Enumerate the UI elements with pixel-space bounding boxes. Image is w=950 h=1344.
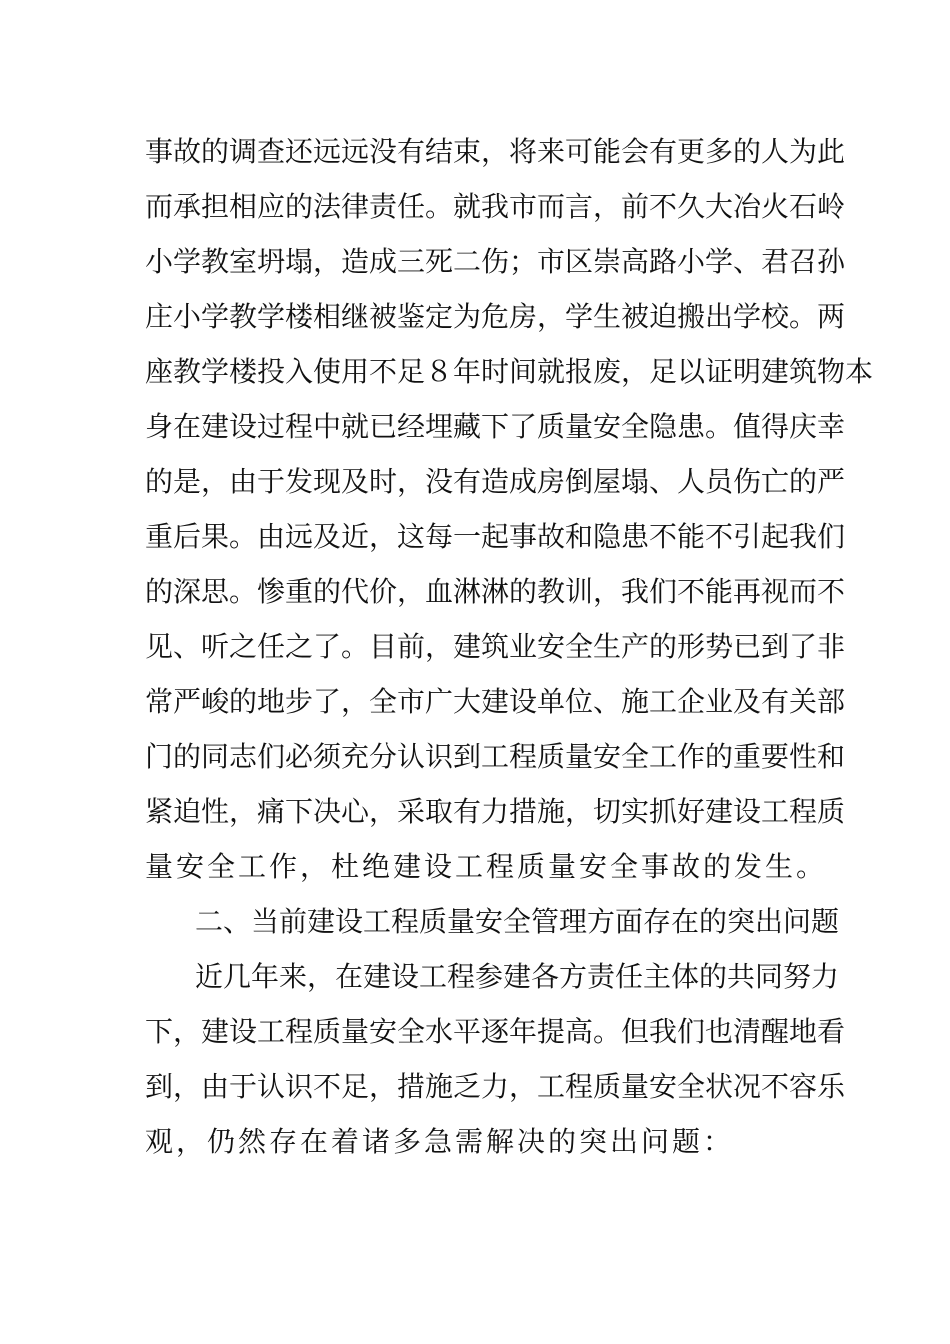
- text-line: 事故的调查还远远没有结束，将来可能会有更多的人为此: [145, 135, 846, 168]
- section-heading: 二、当前建设工程质量安全管理方面存在的突出问题: [195, 905, 840, 938]
- text-line: 常严峻的地步了，全市广大建设单位、施工企业及有关部: [145, 685, 846, 718]
- text-line: 近几年来，在建设工程参建各方责任主体的共同努力: [195, 960, 840, 993]
- text-line: 小学教室坍塌，造成三死二伤；市区崇高路小学、君召孙: [145, 245, 846, 278]
- text-line: 的是，由于发现及时，没有造成房倒屋塌、人员伤亡的严: [145, 465, 846, 498]
- text-line: 重后果。由远及近，这每一起事故和隐患不能不引起我们: [145, 520, 846, 553]
- text-line: 观，仍然存在着诸多急需解决的突出问题：: [145, 1125, 735, 1158]
- text-line: 见、听之任之了。目前，建筑业安全生产的形势已到了非: [145, 630, 846, 663]
- text-line: 庄小学教学楼相继被鉴定为危房，学生被迫搬出学校。两: [145, 300, 846, 333]
- text-line: 量安全工作，杜绝建设工程质量安全事故的发生。: [145, 850, 828, 883]
- text-line: 紧迫性，痛下决心，采取有力措施，切实抓好建设工程质: [145, 795, 846, 828]
- text-line: 的深思。惨重的代价，血淋淋的教训，我们不能再视而不: [145, 575, 846, 608]
- text-line: 下，建设工程质量安全水平逐年提高。但我们也清醒地看: [145, 1015, 846, 1048]
- text-line: 到，由于认识不足，措施乏力，工程质量安全状况不容乐: [145, 1070, 846, 1103]
- text-line: 而承担相应的法律责任。就我市而言，前不久大冶火石岭: [145, 190, 846, 223]
- text-line: 座教学楼投入使用不足８年时间就报废，足以证明建筑物本: [145, 355, 874, 388]
- text-line: 门的同志们必须充分认识到工程质量安全工作的重要性和: [145, 740, 846, 773]
- text-line: 身在建设过程中就已经埋藏下了质量安全隐患。值得庆幸: [145, 410, 846, 443]
